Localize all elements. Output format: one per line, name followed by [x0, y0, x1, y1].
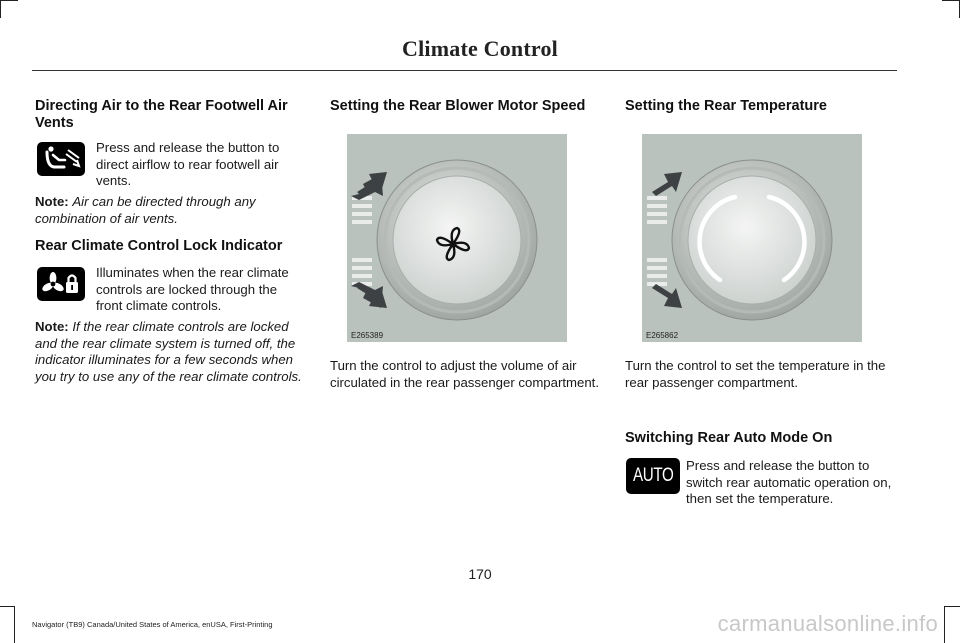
title-rule	[32, 70, 897, 71]
crop-mark	[14, 606, 15, 643]
auto-heading: Switching Rear Auto Mode On	[625, 430, 833, 446]
lock-heading: Rear Climate Control Lock Indicator	[35, 238, 283, 254]
page-title: Climate Control	[402, 36, 558, 61]
note-air-vents	[35, 194, 305, 227]
auto-text: Press and release the button to switch rear automatic operation on, then set the temperature.	[686, 458, 892, 506]
note-text: If the rear climate controls are locked and the rear climate system is turned off, the indicator illuminates for a few seconds when you try to use any of the rear climate controls.	[35, 319, 302, 384]
temperature-text: Turn the control to set the temperature in the rear passenger compartment.	[625, 358, 886, 390]
crop-mark	[0, 606, 14, 607]
note-label: Note:	[35, 194, 69, 209]
auto-icon-text: AUTO	[632, 465, 674, 486]
note-lock	[35, 319, 307, 385]
footwell-text: Press and release the button to direct airflow to rear footwell air vents.	[96, 140, 280, 188]
lock-text: Illuminates when the rear climate controls are locked through the front climate controls.	[96, 265, 289, 313]
watermark: carmanualsonline.info	[717, 611, 938, 636]
crop-mark	[0, 0, 1, 18]
fan-lock-icon	[37, 267, 85, 301]
temperature-control-image	[642, 134, 862, 342]
note-label: Note:	[35, 319, 69, 334]
page-number: 170	[468, 566, 492, 582]
blower-text: Turn the control to adjust the volume of air circulated in the rear passenger compartment.	[330, 358, 600, 390]
figure-id: E265862	[646, 331, 679, 340]
crop-mark	[942, 0, 960, 1]
figure-id: E265389	[351, 331, 384, 340]
temperature-heading: Setting the Rear Temperature	[625, 98, 827, 114]
footwell-heading: Directing Air to the Rear Footwell Air Vents	[35, 98, 288, 131]
auto-mode-icon	[626, 458, 680, 494]
crop-mark	[944, 606, 945, 643]
blower-control-image	[347, 134, 567, 342]
crop-mark	[944, 606, 960, 607]
footwell-airflow-icon	[37, 142, 85, 176]
note-text: Air can be directed through any combination of air vents.	[35, 194, 256, 226]
blower-heading: Setting the Rear Blower Motor Speed	[330, 98, 586, 114]
footer-text: Navigator (TB9) Canada/United States of America, enUSA, First-Printing	[32, 620, 273, 629]
crop-mark	[0, 0, 18, 1]
